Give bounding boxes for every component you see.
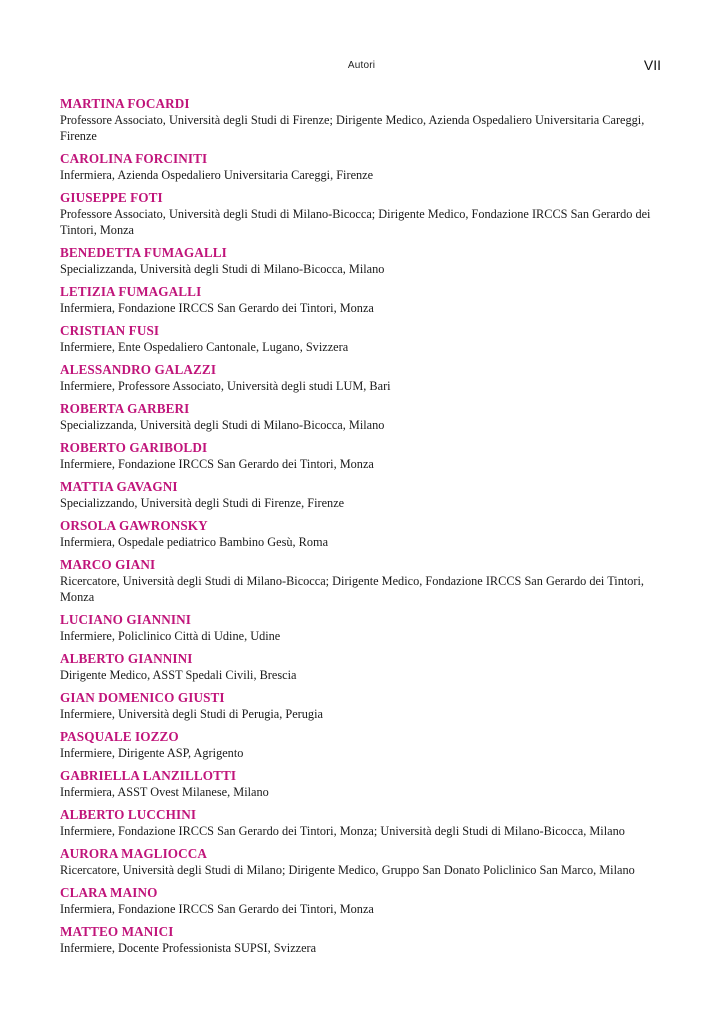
author-entry	[60, 885, 670, 917]
author-affiliation: Ricercatore, Università degli Studi di Milano-Bicocca; Dirigente Medico, Fondazione IRCCS San Gerardo dei Tintori, Monza	[60, 574, 644, 604]
author-affiliation: Infermiera, Azienda Ospedaliero Universitaria Careggi, Firenze	[60, 168, 374, 182]
author-entry	[60, 768, 670, 800]
author-entry	[60, 729, 670, 761]
author-affiliation: Infermiere, Fondazione IRCCS San Gerardo dei Tintori, Monza	[60, 457, 374, 471]
page-number: VII	[643, 57, 661, 73]
author-name: GIUSEPPE FOTI	[60, 190, 163, 205]
author-entry	[60, 846, 670, 878]
author-affiliation: Infermiere, Professore Associato, Università degli studi LUM, Bari	[60, 379, 391, 393]
author-entry	[60, 190, 670, 238]
author-affiliation: Infermiera, ASST Ovest Milanese, Milano	[60, 785, 269, 799]
author-name: CRISTIAN FUSI	[60, 323, 160, 338]
author-entry	[60, 245, 670, 277]
author-name: MARCO GIANI	[60, 557, 156, 572]
author-entry	[60, 651, 670, 683]
author-affiliation: Infermiere, Ente Ospedaliero Cantonale, Lugano, Svizzera	[60, 340, 349, 354]
author-affiliation: Infermiere, Docente Professionista SUPSI, Svizzera	[60, 941, 317, 955]
author-name: PASQUALE IOZZO	[60, 729, 179, 744]
author-affiliation: Infermiera, Ospedale pediatrico Bambino Gesù, Roma	[60, 535, 329, 549]
author-name: MATTIA GAVAGNI	[60, 479, 178, 494]
author-entry	[60, 151, 670, 183]
author-name: ORSOLA GAWRONSKY	[60, 518, 208, 533]
author-affiliation: Infermiere, Università degli Studi di Perugia, Perugia	[60, 707, 323, 721]
author-name: ALESSANDRO GALAZZI	[60, 362, 217, 377]
author-name: ALBERTO GIANNINI	[60, 651, 193, 666]
author-affiliation: Professore Associato, Università degli Studi di Firenze; Dirigente Medico, Azienda Ospedaliero Universitaria Careggi, Firenze	[60, 113, 645, 143]
author-entry	[60, 323, 670, 355]
author-name: CAROLINA FORCINITI	[60, 151, 208, 166]
author-entry	[60, 518, 670, 550]
author-name: ALBERTO LUCCHINI	[60, 807, 197, 822]
author-name: AURORA MAGLIOCCA	[60, 846, 208, 861]
author-name: ROBERTO GARIBOLDI	[60, 440, 208, 455]
author-affiliation: Infermiere, Dirigente ASP, Agrigento	[60, 746, 244, 760]
author-entry	[60, 440, 670, 472]
author-entry	[60, 401, 670, 433]
author-entry	[60, 557, 670, 605]
author-name: MARTINA FOCARDI	[60, 96, 190, 111]
author-name: CLARA MAINO	[60, 885, 158, 900]
author-entry	[60, 284, 670, 316]
author-entry	[60, 612, 670, 644]
author-entry	[60, 96, 670, 144]
author-affiliation: Specializzanda, Università degli Studi di Milano-Bicocca, Milano	[60, 418, 385, 432]
author-affiliation: Specializzando, Università degli Studi di Firenze, Firenze	[60, 496, 345, 510]
author-name: ROBERTA GARBERI	[60, 401, 190, 416]
author-affiliation: Infermiere, Policlinico Città di Udine, Udine	[60, 629, 281, 643]
author-entry	[60, 924, 670, 956]
author-affiliation: Professore Associato, Università degli Studi di Milano-Bicocca; Dirigente Medico, Fondazione IRCCS San Gerardo dei Tintori, Monza	[60, 207, 651, 237]
author-name: LETIZIA FUMAGALLI	[60, 284, 202, 299]
author-entry	[60, 362, 670, 394]
author-entry	[60, 479, 670, 511]
author-affiliation: Ricercatore, Università degli Studi di Milano; Dirigente Medico, Gruppo San Donato Policlinico San Marco, Milano	[60, 863, 635, 877]
author-name: LUCIANO GIANNINI	[60, 612, 191, 627]
author-name: BENEDETTA FUMAGALLI	[60, 245, 227, 260]
author-name: GABRIELLA LANZILLOTTI	[60, 768, 237, 783]
author-name: MATTEO MANICI	[60, 924, 174, 939]
author-affiliation: Specializzanda, Università degli Studi di Milano-Bicocca, Milano	[60, 262, 385, 276]
author-affiliation: Infermiere, Fondazione IRCCS San Gerardo dei Tintori, Monza; Università degli Studi di Milano-Bicocca, Milano	[60, 824, 625, 838]
author-affiliation: Dirigente Medico, ASST Spedali Civili, Brescia	[60, 668, 297, 682]
author-affiliation: Infermiera, Fondazione IRCCS San Gerardo dei Tintori, Monza	[60, 902, 374, 916]
author-entry	[60, 807, 670, 839]
author-list	[60, 96, 670, 963]
author-affiliation: Infermiera, Fondazione IRCCS San Gerardo dei Tintori, Monza	[60, 301, 374, 315]
running-head-title: Autori	[347, 60, 376, 71]
author-entry	[60, 690, 670, 722]
author-name: GIAN DOMENICO GIUSTI	[60, 690, 225, 705]
